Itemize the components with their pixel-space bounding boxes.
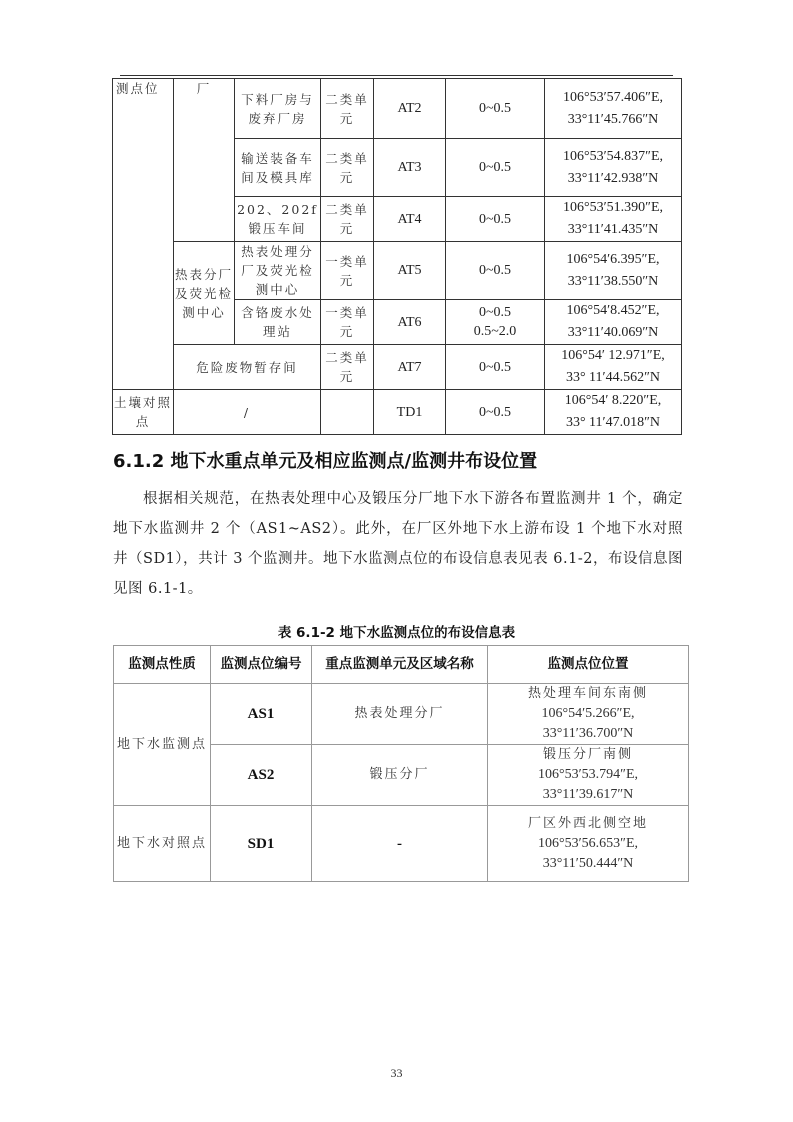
unit-cell: / bbox=[174, 390, 321, 435]
table-row bbox=[114, 684, 689, 745]
depth-cell: 0~0.5 bbox=[446, 79, 545, 139]
area-cell: 热表分厂及荧光检测中心 bbox=[174, 242, 235, 345]
latitude: 33°11′45.766″N bbox=[567, 111, 659, 127]
longitude: 106°54′8.452″E, bbox=[566, 303, 660, 318]
latitude: 33°11′40.069″N bbox=[567, 325, 659, 340]
longitude: 106°53′56.653″E, bbox=[537, 835, 639, 851]
id-cell: AT3 bbox=[374, 139, 446, 197]
unit-cell: 下料厂房与废弃厂房 bbox=[235, 79, 321, 139]
category-cell: 测点位 bbox=[113, 79, 174, 390]
column-header: 重点监测单元及区域名称 bbox=[312, 646, 488, 684]
longitude: 106°54′6.395″E, bbox=[566, 251, 660, 267]
coord-cell bbox=[545, 197, 682, 242]
latitude: 33°11′50.444″N bbox=[542, 855, 634, 871]
unit-cell: 热表处理分厂及荧光检测中心 bbox=[235, 242, 321, 300]
table-caption: 表 6.1-2 地下水监测点位的布设信息表 bbox=[277, 625, 516, 641]
latitude: 33° 11′44.562″N bbox=[565, 370, 661, 385]
paragraph-text: 根据相关规范，在热表处理中心及锻压分厂地下水下游各布置监测井 1 个，确定地下水监测井 2 个（AS1~AS2）。此外，在厂区外地下水上游布设 1 个地下水对照井（SD1），共计 3 个监测井。地下水监测点位的布设信息表见表 6.1-2，布设信息图见图 6.1-1。 bbox=[113, 491, 683, 597]
id-cell: AT4 bbox=[374, 197, 446, 242]
class-cell: 二类单元 bbox=[321, 197, 374, 242]
coord-cell bbox=[545, 79, 682, 139]
coord-cell bbox=[545, 300, 682, 345]
soil-monitoring-table bbox=[112, 78, 682, 435]
category-cell: 土壤对照点 bbox=[113, 390, 174, 435]
id-cell: AS1 bbox=[211, 684, 312, 745]
coord-cell bbox=[545, 390, 682, 435]
depth-cell: 0~0.5 bbox=[446, 242, 545, 300]
longitude: 106°53′57.406″E, bbox=[562, 89, 664, 105]
location-cell bbox=[488, 745, 689, 806]
table-row bbox=[113, 242, 682, 300]
location-desc: 锻压分厂南侧 bbox=[542, 747, 633, 762]
section-heading: 6.1.2 地下水重点单元及相应监测点/监测井布设位置 bbox=[113, 451, 538, 472]
id-cell: AT5 bbox=[374, 242, 446, 300]
table-row bbox=[113, 390, 682, 435]
unit-cell: 危险废物暂存间 bbox=[174, 345, 321, 390]
latitude: 33° 11′47.018″N bbox=[565, 415, 661, 430]
groundwater-monitoring-table bbox=[113, 645, 689, 882]
longitude: 106°54′ 12.971″E, bbox=[561, 348, 665, 363]
id-cell: TD1 bbox=[374, 390, 446, 435]
nature-cell: 地下水对照点 bbox=[114, 806, 211, 882]
page-number: 33 bbox=[390, 1066, 403, 1080]
latitude: 33°11′39.617″N bbox=[542, 787, 634, 802]
depth-cell: 0~0.5 bbox=[446, 390, 545, 435]
unit-cell: 含铬废水处理站 bbox=[235, 300, 321, 345]
location-cell bbox=[488, 684, 689, 745]
header-rule bbox=[120, 75, 673, 76]
id-cell: SD1 bbox=[211, 806, 312, 882]
depth-range: 0.5~2.0 bbox=[473, 324, 517, 339]
table-row bbox=[114, 806, 689, 882]
longitude: 106°54′ 8.220″E, bbox=[564, 393, 662, 408]
body-paragraph bbox=[113, 484, 683, 604]
coord-cell bbox=[545, 139, 682, 197]
class-cell: 一类单元 bbox=[321, 242, 374, 300]
depth-range: 0~0.5 bbox=[478, 305, 512, 320]
longitude: 106°53′51.390″E, bbox=[562, 200, 664, 215]
longitude: 106°54′5.266″E, bbox=[541, 706, 635, 721]
column-header: 监测点位位置 bbox=[488, 646, 689, 684]
location-desc: 热处理车间东南侧 bbox=[527, 686, 648, 701]
latitude: 33°11′38.550″N bbox=[567, 273, 659, 289]
depth-cell: 0~0.5 bbox=[446, 197, 545, 242]
unit-cell: 锻压分厂 bbox=[312, 745, 488, 806]
id-cell: AT7 bbox=[374, 345, 446, 390]
column-header: 监测点性质 bbox=[114, 646, 211, 684]
class-cell bbox=[321, 390, 374, 435]
latitude: 33°11′36.700″N bbox=[542, 726, 634, 741]
unit-cell: 202、202f锻压车间 bbox=[235, 197, 321, 242]
location-desc: 厂区外西北侧空地 bbox=[527, 815, 648, 831]
latitude: 33°11′41.435″N bbox=[567, 222, 659, 237]
class-cell: 二类单元 bbox=[321, 345, 374, 390]
class-cell: 一类单元 bbox=[321, 300, 374, 345]
table-row bbox=[113, 79, 682, 139]
id-cell: AT2 bbox=[374, 79, 446, 139]
longitude: 106°53′53.794″E, bbox=[537, 767, 639, 782]
location-cell bbox=[488, 806, 689, 882]
id-cell: AS2 bbox=[211, 745, 312, 806]
table-header-row bbox=[114, 646, 689, 684]
depth-cell bbox=[446, 300, 545, 345]
unit-cell: - bbox=[312, 806, 488, 882]
unit-cell: 输送装备车间及模具库 bbox=[235, 139, 321, 197]
depth-cell: 0~0.5 bbox=[446, 345, 545, 390]
id-cell: AT6 bbox=[374, 300, 446, 345]
table-row bbox=[113, 345, 682, 390]
class-cell: 二类单元 bbox=[321, 79, 374, 139]
coord-cell bbox=[545, 242, 682, 300]
longitude: 106°53′54.837″E, bbox=[562, 148, 664, 164]
unit-cell: 热表处理分厂 bbox=[312, 684, 488, 745]
area-cell: 厂 bbox=[174, 79, 235, 242]
depth-cell: 0~0.5 bbox=[446, 139, 545, 197]
nature-cell: 地下水监测点 bbox=[114, 684, 211, 806]
class-cell: 二类单元 bbox=[321, 139, 374, 197]
latitude: 33°11′42.938″N bbox=[567, 170, 659, 186]
column-header: 监测点位编号 bbox=[211, 646, 312, 684]
coord-cell bbox=[545, 345, 682, 390]
